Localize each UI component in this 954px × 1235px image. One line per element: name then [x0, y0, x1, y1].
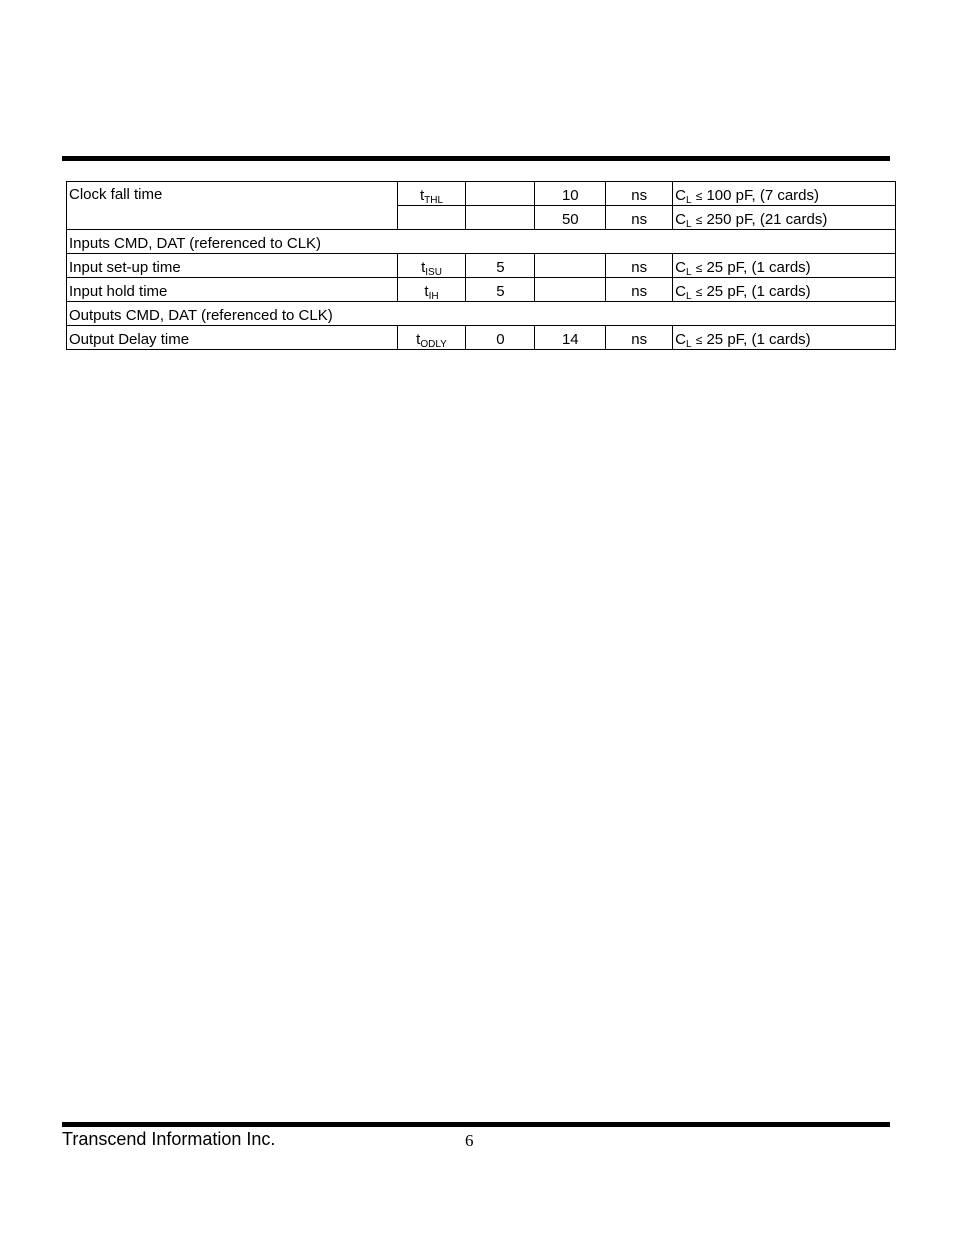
symbol-cell: $t_{THL}$: [397, 182, 466, 206]
footer-company-name: Transcend Information Inc.: [62, 1129, 276, 1149]
table-row: [67, 254, 896, 278]
page-number: 6: [465, 1131, 474, 1150]
timing-spec-table: [66, 181, 896, 350]
min-cell: 0: [466, 326, 535, 350]
header-rule: [62, 156, 890, 161]
max-cell: [535, 254, 606, 278]
unit-cell: ns: [606, 182, 673, 206]
footer-rule: [62, 1122, 890, 1127]
param-clock-fall-time: Clock fall time: [67, 182, 398, 230]
condition-cell: $C_L \le 25$ pF, (1 cards): [673, 278, 896, 302]
symbol-cell: $t_{IH}$: [397, 278, 466, 302]
param-input-setup-time: Input set-up time: [67, 254, 398, 278]
section-header-inputs: Inputs CMD, DAT (referenced to CLK): [67, 230, 896, 254]
table-row: [67, 182, 896, 206]
section-header-outputs: Outputs CMD, DAT (referenced to CLK): [67, 302, 896, 326]
table-row: [67, 326, 896, 350]
table-row: [67, 230, 896, 254]
min-cell: 5: [466, 254, 535, 278]
symbol-cell: $t_{ISU}$: [397, 254, 466, 278]
table-row: [67, 278, 896, 302]
param-input-hold-time: Input hold time: [67, 278, 398, 302]
condition-cell: $C_L \le 25$ pF, (1 cards): [673, 326, 896, 350]
max-cell: 10: [535, 182, 606, 206]
max-cell: 14: [535, 326, 606, 350]
min-cell: [466, 206, 535, 230]
condition-cell: $C_L \le 250$ pF, (21 cards): [673, 206, 896, 230]
symbol-cell: $t_{ODLY}$: [397, 326, 466, 350]
symbol-cell: [397, 206, 466, 230]
min-cell: [466, 182, 535, 206]
min-cell: 5: [466, 278, 535, 302]
condition-cell: $C_L \le 100$ pF, (7 cards): [673, 182, 896, 206]
unit-cell: ns: [606, 326, 673, 350]
unit-cell: ns: [606, 254, 673, 278]
param-output-delay-time: Output Delay time: [67, 326, 398, 350]
condition-cell: $C_L \le 25$ pF, (1 cards): [673, 254, 896, 278]
table-row: [67, 302, 896, 326]
max-cell: [535, 278, 606, 302]
unit-cell: ns: [606, 206, 673, 230]
unit-cell: ns: [606, 278, 673, 302]
max-cell: 50: [535, 206, 606, 230]
